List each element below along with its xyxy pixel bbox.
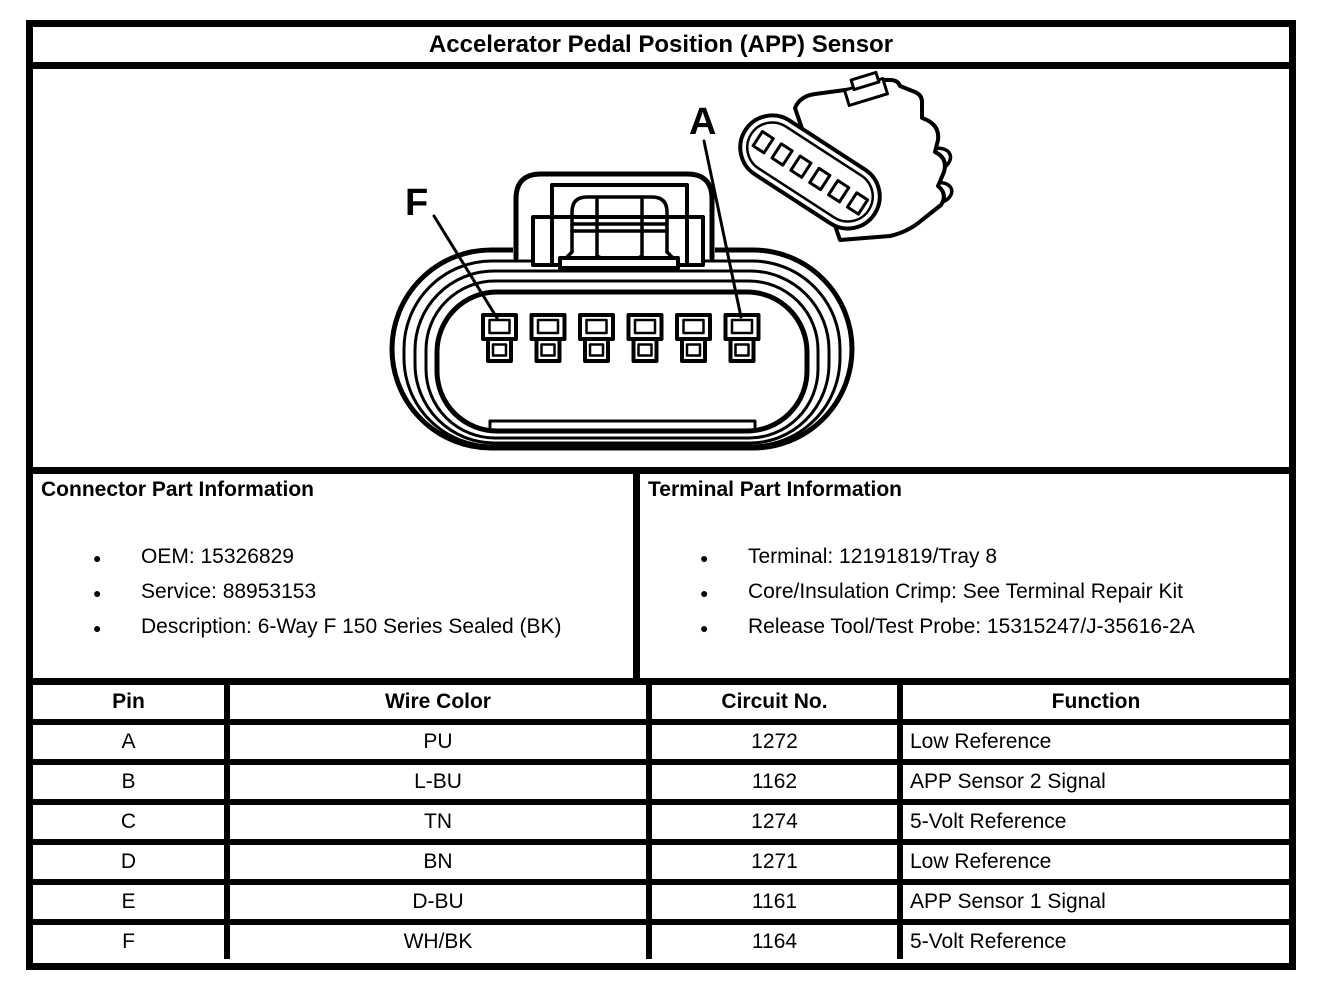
wire-color-cell: D-BU xyxy=(227,882,649,922)
bullet-icon: ● xyxy=(93,620,102,636)
wire-color-cell: BN xyxy=(227,842,649,882)
wire-color-cell: WH/BK xyxy=(227,922,649,959)
list-item-text: Release Tool/Test Probe: 15315247/J-35616-2A xyxy=(748,615,1195,638)
connector-face-drawing xyxy=(33,69,1289,467)
table-row xyxy=(33,842,1289,882)
list-item xyxy=(648,581,1289,604)
pin-label-f: F xyxy=(405,182,429,224)
column-header-pin: Pin xyxy=(33,685,227,722)
list-item xyxy=(41,616,633,639)
pin-cell: A xyxy=(33,722,227,762)
bullet-icon: ● xyxy=(93,550,102,566)
connector-latch xyxy=(513,171,715,268)
part-info-row xyxy=(33,474,1289,685)
terminal-cavity xyxy=(726,315,759,361)
connector-face-outlines xyxy=(392,250,852,448)
pin-cell: C xyxy=(33,802,227,842)
bullet-icon: ● xyxy=(700,620,709,636)
circuit-cell: 1271 xyxy=(649,842,900,882)
service-info-page xyxy=(26,20,1296,970)
table-header-row xyxy=(33,685,1289,722)
pin-table xyxy=(33,685,1289,959)
connector-part-info-box xyxy=(33,474,640,678)
table-row xyxy=(33,722,1289,762)
list-item-text: Terminal: 12191819/Tray 8 xyxy=(748,545,998,568)
list-item-text: Core/Insulation Crimp: See Terminal Repair Kit xyxy=(748,580,1183,603)
terminal-cavity xyxy=(629,315,662,361)
pin-cell: F xyxy=(33,922,227,959)
circuit-cell: 1272 xyxy=(649,722,900,762)
terminal-cavity xyxy=(580,315,613,361)
table-row xyxy=(33,802,1289,842)
pin-label-a: A xyxy=(689,101,717,143)
list-item xyxy=(41,581,633,604)
column-header-circuit: Circuit No. xyxy=(649,685,900,722)
wire-color-cell: L-BU xyxy=(227,762,649,802)
connector-part-info-heading: Connector Part Information xyxy=(41,478,315,501)
circuit-cell: 1161 xyxy=(649,882,900,922)
connector-3d-view xyxy=(728,72,954,240)
table-row xyxy=(33,762,1289,802)
bullet-icon: ● xyxy=(93,585,102,601)
function-cell: 5-Volt Reference xyxy=(900,802,1289,842)
list-item-text: Service: 88953153 xyxy=(141,580,317,603)
page-title: Accelerator Pedal Position (APP) Sensor xyxy=(428,30,894,58)
terminal-cavity xyxy=(483,315,516,361)
list-item-text: OEM: 15326829 xyxy=(141,545,294,568)
circuit-cell: 1274 xyxy=(649,802,900,842)
list-item-text: Description: 6-Way F 150 Series Sealed (BK) xyxy=(141,615,562,638)
connector-part-info-list xyxy=(41,546,633,639)
connector-diagram xyxy=(33,69,1289,474)
column-header-wire: Wire Color xyxy=(227,685,649,722)
title-bar xyxy=(33,27,1289,69)
function-cell: APP Sensor 2 Signal xyxy=(900,762,1289,802)
bullet-icon: ● xyxy=(700,550,709,566)
bullet-icon: ● xyxy=(700,585,709,601)
terminal-cavity xyxy=(677,315,710,361)
list-item xyxy=(648,616,1289,639)
terminal-cavity xyxy=(532,315,565,361)
function-cell: 5-Volt Reference xyxy=(900,922,1289,959)
pin-cell: D xyxy=(33,842,227,882)
terminal-part-info-heading: Terminal Part Information xyxy=(648,478,902,501)
pin-cell: B xyxy=(33,762,227,802)
list-item xyxy=(648,546,1289,569)
function-cell: Low Reference xyxy=(900,722,1289,762)
terminal-part-info-list xyxy=(648,546,1289,639)
wire-color-cell: PU xyxy=(227,722,649,762)
table-row xyxy=(33,882,1289,922)
terminal-part-info-box xyxy=(640,474,1289,678)
function-cell: APP Sensor 1 Signal xyxy=(900,882,1289,922)
circuit-cell: 1162 xyxy=(649,762,900,802)
pin-cell: E xyxy=(33,882,227,922)
wire-color-cell: TN xyxy=(227,802,649,842)
column-header-function: Function xyxy=(900,685,1289,722)
function-cell: Low Reference xyxy=(900,842,1289,882)
list-item xyxy=(41,546,633,569)
terminal-cavities xyxy=(483,315,759,361)
table-row xyxy=(33,922,1289,959)
circuit-cell: 1164 xyxy=(649,922,900,959)
